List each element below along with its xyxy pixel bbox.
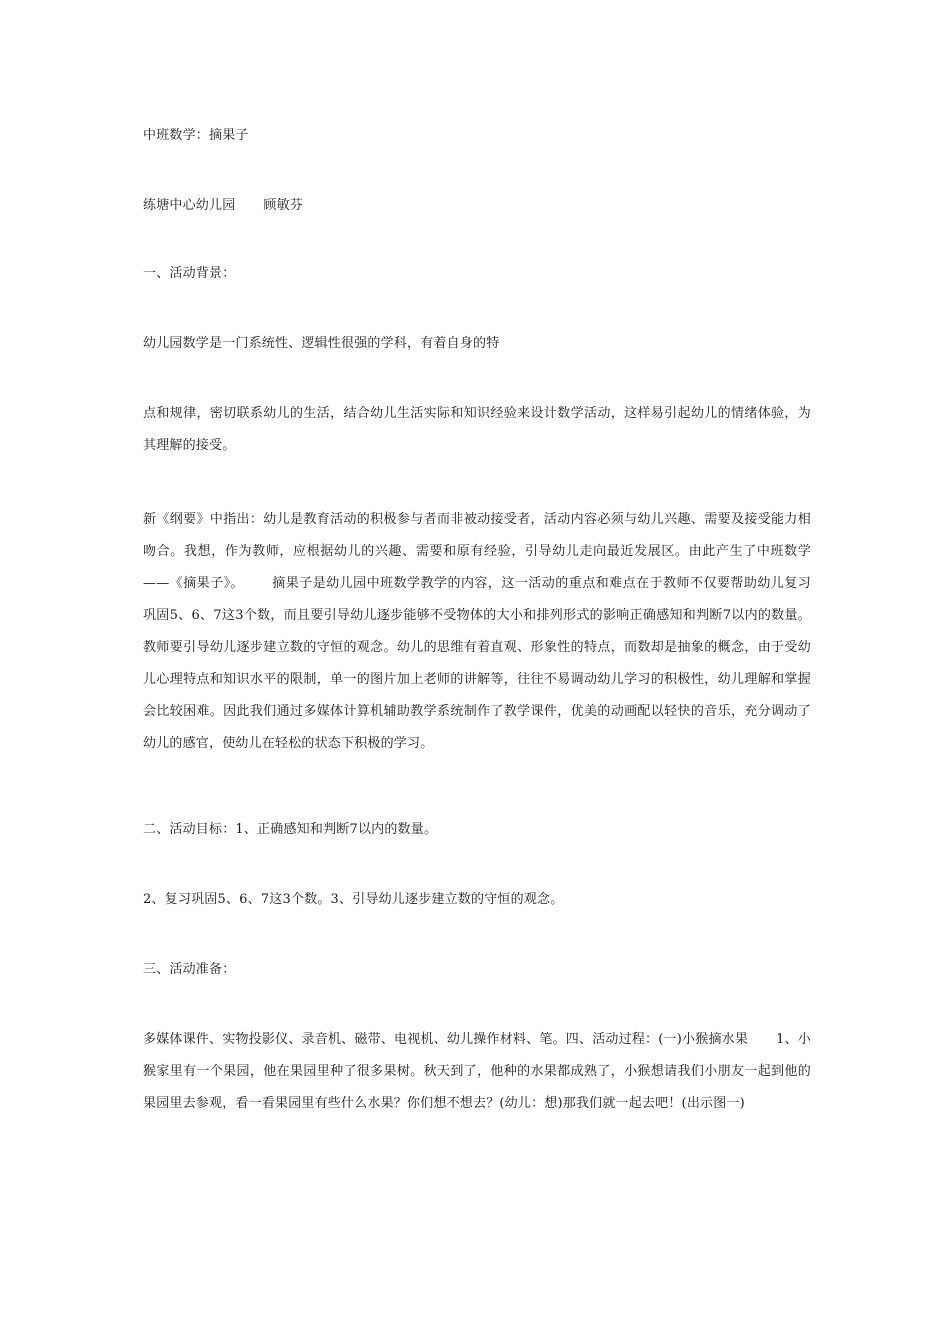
author-name: 顾敏芬 [263, 198, 304, 213]
section-heading-preparation: 三、活动准备： [143, 962, 236, 977]
paragraph-preparation-part2: 1、小猴家里有一个果园，他在果园里种了很多果树。秋天到了，他种的水果都成熟了，小猴想请我们小朋友一起到他的果园里去参观，看一看果园里有些什么水果？你们想不想去？(幼儿：想)那我们就一起去吧！(出示图一) [143, 1032, 812, 1111]
author-line [143, 190, 811, 222]
section-heading-goals: 二、活动目标：1、正确感知和判断7以内的数量。 [143, 822, 438, 837]
section-heading-background: 一、活动背景： [143, 266, 236, 281]
paragraph-guideline-part2: 摘果子是幼儿园中班数学教学的内容，这一活动的重点和难点在于教师不仅要帮助幼儿复习巩固5、6、7这3个数，而且要引导幼儿逐步能够不受物体的大小和排列形式的影响正确感知和判断7以内的数量。教师要引导幼儿逐步建立数的守恒的观念。幼儿的思维有着直观、形象性的特点，而数却是抽象的概念，由于受幼儿心理特点和知识水平的限制，单一的图片加上老师的讲解等，往往不易调动幼儿学习的积极性，幼儿理解和掌握会比较困难。因此我们通过多媒体计算机辅助教学系统制作了教学课件，优美的动画配以轻快的音乐，充分调动了幼儿的感官，使幼儿在轻松的状态下积极的学习。 [143, 576, 811, 751]
paragraph-background-intro: 幼儿园数学是一门系统性、逻辑性很强的学科，有着自身的特 [143, 336, 500, 351]
document-title: 中班数学：摘果子 [143, 128, 249, 143]
paragraph-background-body: 点和规律，密切联系幼儿的生活，结合幼儿生活实际和知识经验来设计数学活动，这样易引起幼儿的情绪体验，为其理解的接受。 [143, 406, 811, 453]
paragraph-guideline-part1: 新《纲要》中指出：幼儿是教育活动的积极参与者而非被动接受者，活动内容必须与幼儿兴趣、需要及接受能力相吻合。我想，作为教师，应根据幼儿的兴趣、需要和原有经验，引导幼儿走向最近发展区。由此产生了中班数学——《摘果子》。 [143, 512, 811, 591]
paragraph-guideline [143, 504, 811, 760]
goals-list: 2、复习巩固5、6、7这3个数。3、引导幼儿逐步建立数的守恒的观念。 [143, 892, 564, 907]
paragraph-preparation-part1: 多媒体课件、实物投影仪、录音机、磁带、电视机、幼儿操作材料、笔。四、活动过程：(一)小猴摘水果 [143, 1032, 749, 1047]
paragraph-preparation-process [143, 1024, 811, 1120]
author-school: 练塘中心幼儿园 [143, 198, 236, 213]
